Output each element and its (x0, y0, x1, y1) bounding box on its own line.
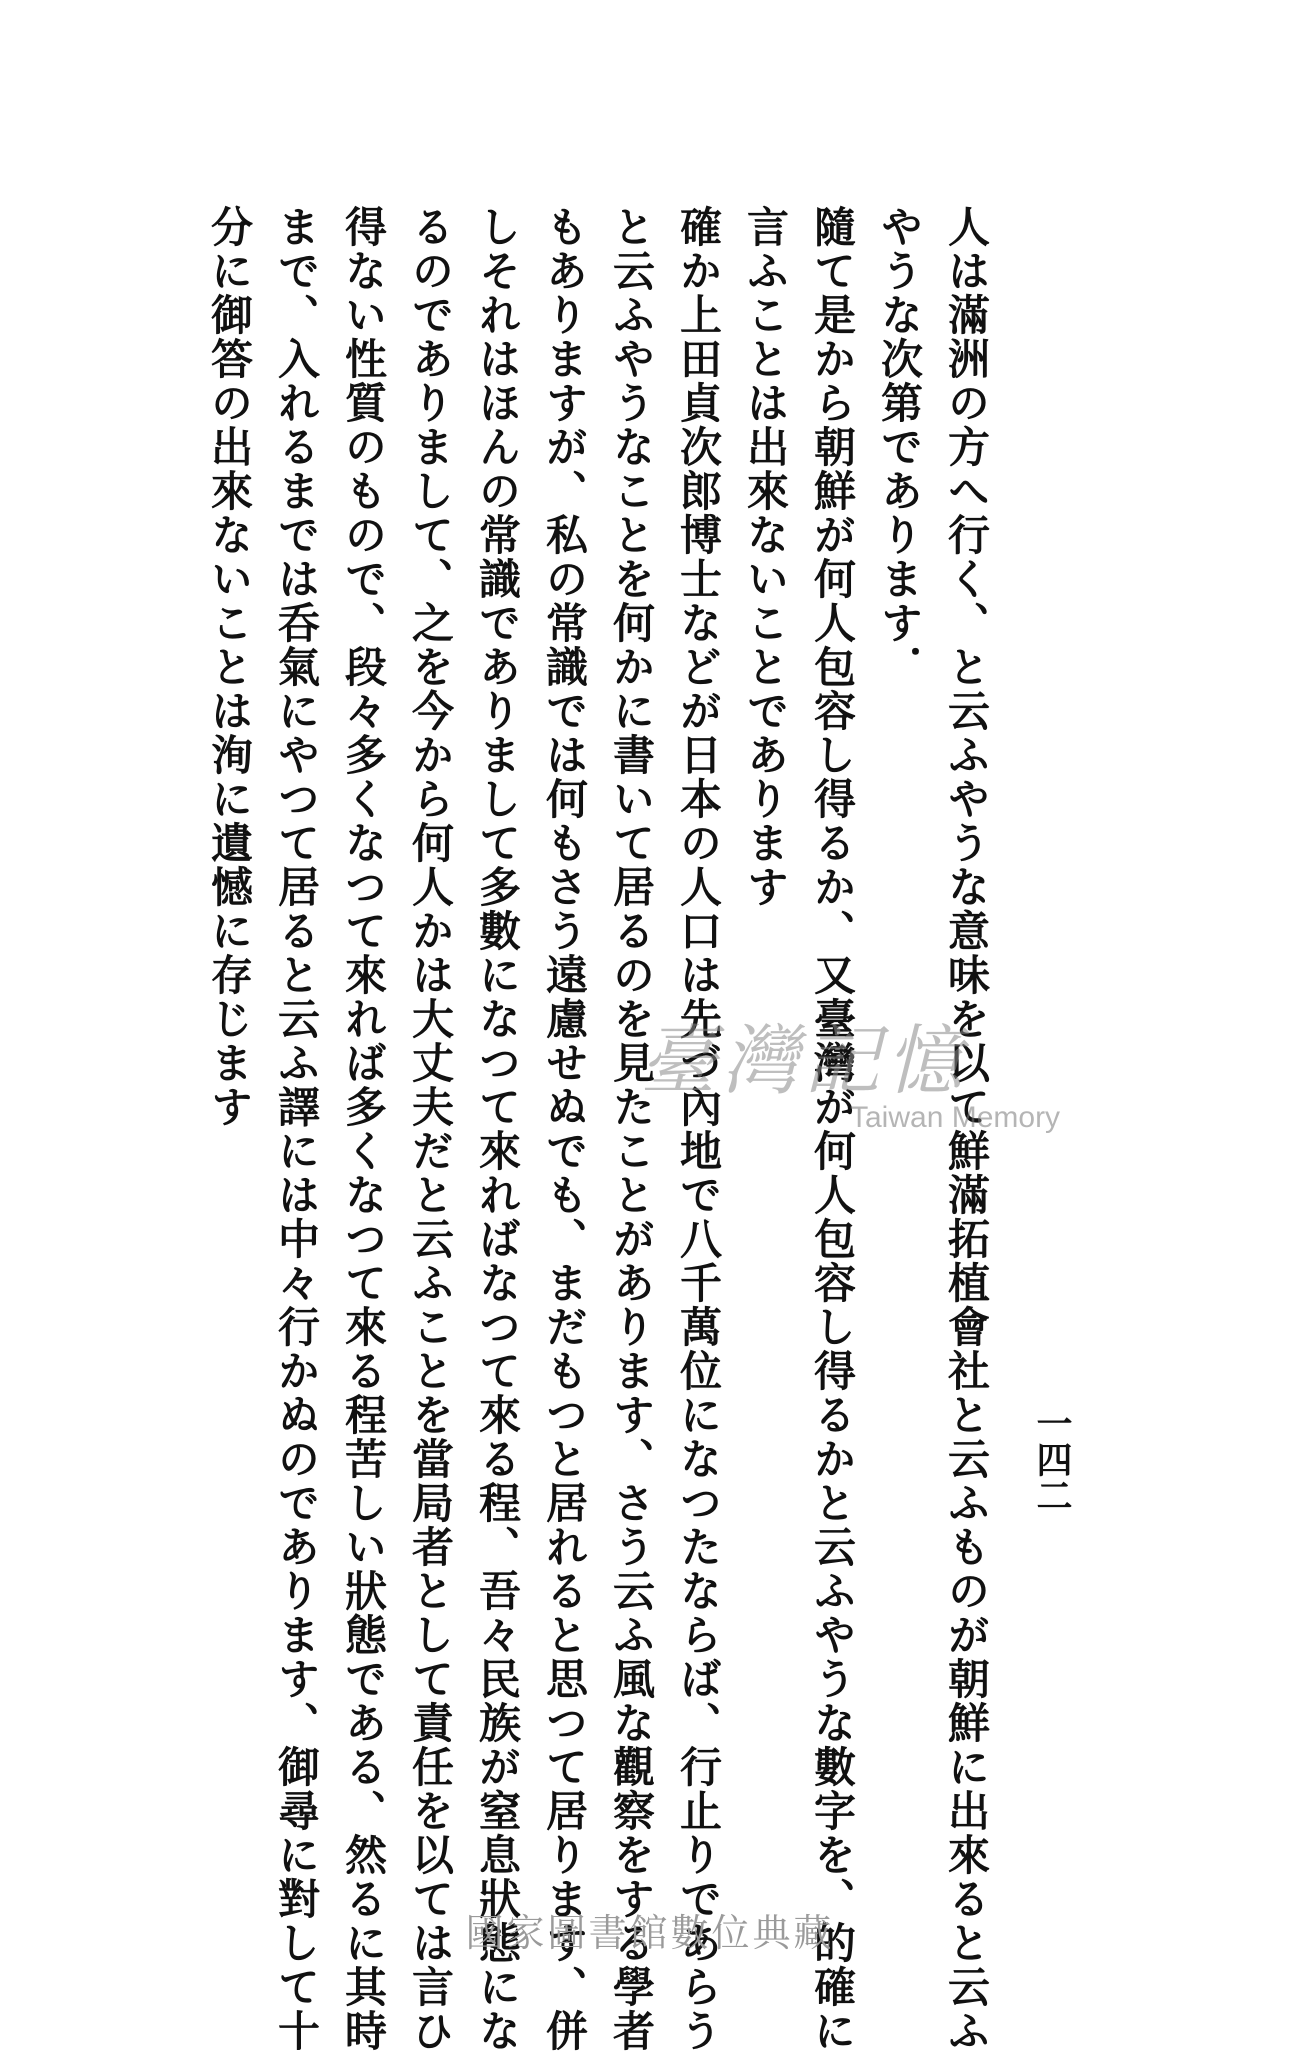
watermark-subtitle: Taiwan Memory (850, 1101, 1061, 1134)
text-line: もありますが、私の常識では何もさう遠慮せぬでも、まだもつと居れると思つて居ります、併 (540, 205, 589, 2053)
text-line: 分に御答の出來ないことは洵に遺憾に存じます (205, 205, 254, 1129)
text-line: 得ない性質のもので、段々多くなつて來れば多くなつて來る程苦しい狀態である、然るに其時 (339, 205, 388, 2053)
text-line: 言ふことは出來ないことであります (741, 205, 790, 909)
watermark-title: 臺灣記憶 (640, 1016, 968, 1105)
page-number: 一四二 (1031, 1405, 1073, 1513)
text-line: まで、入れるまでは呑氣にやつて居ると云ふ譯には中々行かぬのであります、御尋に對して十 (272, 205, 321, 2053)
text-line: るのでありまして、之を今から何人かは大丈夫だと云ふことを當局者として責任を以ては言ひ (406, 205, 455, 2053)
text-line: 確か上田貞次郎博士などが日本の人口は先づ內地で八千萬位になつたならば、行止りであらう (674, 205, 723, 2053)
footer-collection-label: 國家圖書館數位典藏 (465, 1911, 835, 1955)
text-line: しそれはほんの常識でありまして多數になつて來ればなつて來る程、吾々民族が窒息狀態にな (473, 205, 522, 2053)
text-line: やうな次第であります． (875, 205, 924, 689)
text-line: と云ふやうなことを何かに書いて居るのを見たことがあります、さう云ふ風な觀察をする學者 (607, 205, 656, 2053)
text-line: 隨て是から朝鮮が何人包容し得るか、又臺灣が何人包容し得るかと云ふやうな數字を、的確に (808, 205, 857, 2053)
text-line: 人は滿洲の方へ行く、と云ふやうな意味を以て鮮滿拓植會社と云ふものが朝鮮に出來ると云ふ (942, 205, 991, 2053)
